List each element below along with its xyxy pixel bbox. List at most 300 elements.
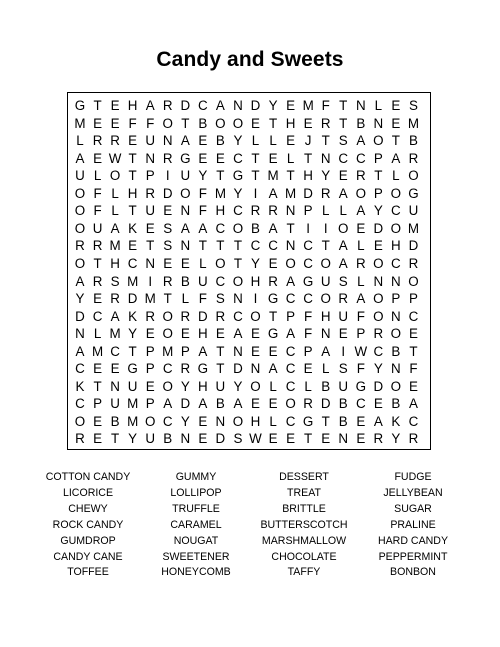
grid-letter[interactable]: O bbox=[408, 168, 419, 184]
grid-letter[interactable]: U bbox=[198, 273, 208, 289]
grid-letter[interactable]: E bbox=[93, 431, 103, 447]
grid-letter[interactable]: S bbox=[338, 273, 348, 289]
grid-letter[interactable]: E bbox=[93, 115, 103, 131]
grid-letter[interactable]: T bbox=[128, 168, 137, 184]
grid-letter[interactable]: G bbox=[180, 150, 191, 166]
grid-letter[interactable]: P bbox=[408, 291, 418, 307]
grid-letter[interactable]: L bbox=[93, 326, 102, 342]
grid-letter[interactable]: N bbox=[233, 98, 243, 113]
grid-letter[interactable]: E bbox=[408, 378, 418, 394]
grid-letter[interactable]: L bbox=[392, 168, 400, 184]
grid-letter[interactable]: Y bbox=[180, 378, 190, 394]
grid-letter[interactable]: K bbox=[391, 413, 401, 429]
grid-letter[interactable]: M bbox=[74, 115, 86, 131]
grid-letter[interactable]: T bbox=[233, 255, 243, 271]
grid-letter[interactable]: C bbox=[285, 378, 296, 394]
grid-letter[interactable]: O bbox=[390, 220, 402, 236]
grid-letter[interactable]: N bbox=[250, 361, 261, 377]
grid-letter[interactable]: G bbox=[267, 291, 279, 307]
grid-letter[interactable]: B bbox=[198, 115, 208, 131]
grid-letter[interactable]: L bbox=[93, 168, 102, 184]
grid-letter[interactable]: B bbox=[391, 396, 401, 412]
grid-letter[interactable]: N bbox=[162, 133, 173, 149]
grid-letter[interactable]: R bbox=[408, 150, 419, 166]
grid-letter[interactable]: B bbox=[215, 396, 225, 412]
grid-letter[interactable]: O bbox=[355, 185, 366, 201]
grid-letter[interactable]: N bbox=[355, 98, 366, 113]
grid-letter[interactable]: P bbox=[93, 396, 103, 412]
grid-letter[interactable]: G bbox=[408, 185, 419, 201]
grid-letter[interactable]: S bbox=[215, 291, 225, 307]
grid-letter[interactable]: L bbox=[269, 133, 277, 149]
grid-letter[interactable]: R bbox=[92, 273, 103, 289]
grid-letter[interactable]: O bbox=[338, 220, 349, 236]
grid-letter[interactable]: O bbox=[373, 255, 384, 271]
grid-letter[interactable]: M bbox=[302, 98, 314, 113]
grid-letter[interactable]: A bbox=[233, 396, 243, 412]
grid-letter[interactable]: N bbox=[180, 203, 191, 219]
grid-letter[interactable]: C bbox=[391, 203, 401, 219]
grid-letter[interactable]: M bbox=[109, 238, 121, 254]
grid-letter[interactable]: C bbox=[75, 396, 85, 412]
grid-letter[interactable]: O bbox=[285, 255, 296, 271]
grid-letter[interactable]: R bbox=[162, 150, 173, 166]
grid-letter[interactable]: A bbox=[356, 133, 366, 149]
grid-letter[interactable]: B bbox=[356, 115, 366, 131]
grid-letter[interactable]: J bbox=[304, 133, 312, 149]
grid-letter[interactable]: I bbox=[253, 291, 258, 307]
grid-letter[interactable]: A bbox=[75, 273, 85, 289]
grid-letter[interactable]: L bbox=[321, 203, 330, 219]
grid-letter[interactable]: O bbox=[74, 413, 86, 429]
grid-letter[interactable]: R bbox=[75, 238, 85, 254]
grid-letter[interactable]: G bbox=[355, 378, 366, 394]
grid-letter[interactable]: U bbox=[145, 431, 156, 447]
grid-letter[interactable]: G bbox=[302, 413, 314, 429]
grid-letter[interactable]: E bbox=[391, 115, 401, 131]
grid-letter[interactable]: T bbox=[163, 291, 172, 307]
grid-letter[interactable]: E bbox=[251, 343, 260, 359]
grid-letter[interactable]: R bbox=[180, 308, 191, 324]
grid-letter[interactable]: L bbox=[181, 291, 190, 307]
grid-letter[interactable]: S bbox=[163, 220, 173, 236]
grid-letter[interactable]: E bbox=[338, 168, 348, 184]
grid-letter[interactable]: U bbox=[127, 378, 138, 394]
grid-letter[interactable]: A bbox=[75, 343, 85, 359]
grid-letter[interactable]: C bbox=[408, 413, 419, 429]
grid-letter[interactable]: L bbox=[199, 255, 207, 271]
grid-letter[interactable]: C bbox=[215, 273, 226, 289]
grid-letter[interactable]: C bbox=[268, 238, 278, 254]
grid-letter[interactable]: M bbox=[144, 291, 156, 307]
grid-letter[interactable]: N bbox=[320, 150, 331, 166]
grid-letter[interactable]: F bbox=[304, 308, 313, 324]
grid-letter[interactable]: E bbox=[408, 326, 418, 342]
grid-letter[interactable]: F bbox=[93, 185, 102, 201]
grid-letter[interactable]: H bbox=[303, 168, 313, 184]
grid-letter[interactable]: C bbox=[92, 308, 103, 324]
grid-letter[interactable]: G bbox=[74, 98, 86, 113]
grid-letter[interactable]: L bbox=[111, 185, 119, 201]
grid-letter[interactable]: C bbox=[338, 150, 349, 166]
grid-letter[interactable]: L bbox=[374, 98, 383, 113]
grid-letter[interactable]: A bbox=[373, 413, 383, 429]
grid-letter[interactable]: Y bbox=[373, 203, 383, 219]
grid-letter[interactable]: R bbox=[180, 361, 191, 377]
grid-letter[interactable]: F bbox=[356, 308, 365, 324]
grid-letter[interactable]: N bbox=[145, 255, 156, 271]
grid-letter[interactable]: H bbox=[127, 98, 138, 113]
grid-letter[interactable]: O bbox=[162, 115, 173, 131]
grid-letter[interactable]: O bbox=[215, 115, 226, 131]
grid-letter[interactable]: L bbox=[269, 378, 277, 394]
grid-letter[interactable]: R bbox=[355, 255, 366, 271]
grid-letter[interactable]: E bbox=[215, 150, 225, 166]
grid-letter[interactable]: Y bbox=[233, 133, 243, 149]
grid-letter[interactable]: A bbox=[145, 98, 155, 113]
grid-letter[interactable]: N bbox=[180, 238, 191, 254]
grid-letter[interactable]: T bbox=[93, 98, 102, 113]
grid-letter[interactable]: M bbox=[214, 185, 226, 201]
grid-letter[interactable]: S bbox=[233, 431, 243, 447]
grid-letter[interactable]: T bbox=[198, 238, 207, 254]
grid-letter[interactable]: C bbox=[408, 308, 419, 324]
grid-letter[interactable]: A bbox=[110, 308, 120, 324]
grid-letter[interactable]: B bbox=[163, 431, 173, 447]
letter-grid[interactable] bbox=[67, 92, 431, 450]
grid-letter[interactable]: N bbox=[391, 361, 401, 377]
grid-letter[interactable]: A bbox=[338, 238, 348, 254]
grid-letter[interactable]: E bbox=[198, 150, 208, 166]
grid-letter[interactable]: G bbox=[302, 273, 314, 289]
grid-letter[interactable]: N bbox=[373, 115, 384, 131]
grid-letter[interactable]: N bbox=[285, 238, 296, 254]
grid-letter[interactable]: R bbox=[92, 133, 103, 149]
grid-letter[interactable]: D bbox=[215, 431, 226, 447]
grid-letter[interactable]: R bbox=[75, 431, 85, 447]
grid-letter[interactable]: F bbox=[198, 185, 207, 201]
grid-letter[interactable]: E bbox=[338, 326, 348, 342]
grid-letter[interactable]: L bbox=[286, 150, 295, 166]
grid-letter[interactable]: D bbox=[233, 361, 243, 377]
grid-letter[interactable]: K bbox=[128, 308, 138, 324]
grid-letter[interactable]: G bbox=[197, 361, 209, 377]
grid-letter[interactable]: K bbox=[75, 378, 85, 394]
grid-letter[interactable]: R bbox=[162, 98, 173, 113]
grid-letter[interactable]: H bbox=[250, 273, 261, 289]
grid-letter[interactable]: F bbox=[321, 98, 330, 113]
grid-letter[interactable]: A bbox=[198, 220, 208, 236]
grid-letter[interactable]: T bbox=[268, 115, 278, 131]
grid-letter[interactable]: C bbox=[285, 343, 296, 359]
grid-letter[interactable]: D bbox=[162, 185, 173, 201]
grid-letter[interactable]: M bbox=[162, 343, 174, 359]
grid-letter[interactable]: T bbox=[409, 343, 418, 359]
grid-letter[interactable]: O bbox=[250, 378, 261, 394]
grid-letter[interactable]: S bbox=[338, 361, 348, 377]
grid-letter[interactable]: U bbox=[92, 220, 103, 236]
grid-letter[interactable]: M bbox=[407, 220, 420, 236]
grid-letter[interactable]: R bbox=[268, 273, 278, 289]
grid-letter[interactable]: M bbox=[127, 273, 139, 289]
grid-letter[interactable]: O bbox=[390, 378, 402, 394]
grid-letter[interactable]: I bbox=[306, 220, 310, 236]
grid-letter[interactable]: N bbox=[320, 326, 331, 342]
grid-letter[interactable]: N bbox=[180, 431, 191, 447]
grid-letter[interactable]: O bbox=[74, 203, 86, 219]
grid-letter[interactable]: A bbox=[75, 150, 85, 166]
grid-letter[interactable]: R bbox=[373, 431, 384, 447]
grid-letter[interactable]: M bbox=[285, 185, 297, 201]
grid-letter[interactable]: T bbox=[111, 431, 120, 447]
grid-letter[interactable]: P bbox=[303, 203, 313, 219]
grid-letter[interactable]: R bbox=[110, 133, 120, 149]
grid-letter[interactable]: O bbox=[232, 115, 244, 131]
grid-letter[interactable]: I bbox=[165, 168, 170, 184]
grid-letter[interactable]: T bbox=[216, 168, 225, 184]
grid-letter[interactable]: R bbox=[320, 115, 331, 131]
grid-letter[interactable]: E bbox=[286, 431, 296, 447]
grid-letter[interactable]: O bbox=[215, 255, 226, 271]
grid-letter[interactable]: B bbox=[321, 378, 331, 394]
grid-letter[interactable]: U bbox=[320, 273, 331, 289]
grid-letter[interactable]: T bbox=[268, 308, 278, 324]
grid-letter[interactable]: W bbox=[249, 431, 262, 447]
grid-letter[interactable]: D bbox=[250, 98, 261, 113]
grid-letter[interactable]: E bbox=[110, 115, 120, 131]
grid-letter[interactable]: H bbox=[285, 115, 296, 131]
grid-letter[interactable]: C bbox=[355, 396, 366, 412]
grid-letter[interactable]: N bbox=[75, 326, 85, 342]
grid-letter[interactable]: F bbox=[409, 361, 418, 377]
grid-letter[interactable]: F bbox=[93, 203, 102, 219]
grid-letter[interactable]: S bbox=[110, 273, 120, 289]
grid-letter[interactable]: T bbox=[128, 203, 137, 219]
grid-letter[interactable]: E bbox=[268, 343, 278, 359]
grid-letter[interactable]: T bbox=[93, 255, 102, 271]
grid-letter[interactable]: O bbox=[232, 413, 244, 429]
grid-letter[interactable]: N bbox=[215, 413, 226, 429]
grid-letter[interactable]: E bbox=[251, 326, 260, 342]
grid-letter[interactable]: U bbox=[145, 133, 156, 149]
grid-letter[interactable]: E bbox=[321, 431, 331, 447]
grid-letter[interactable]: A bbox=[286, 273, 296, 289]
grid-letter[interactable]: E bbox=[93, 361, 103, 377]
grid-letter[interactable]: D bbox=[303, 185, 313, 201]
grid-letter[interactable]: Y bbox=[180, 413, 190, 429]
grid-letter[interactable]: E bbox=[286, 133, 296, 149]
grid-letter[interactable]: R bbox=[110, 291, 120, 307]
grid-letter[interactable]: T bbox=[251, 150, 260, 166]
grid-letter[interactable]: P bbox=[303, 343, 313, 359]
grid-letter[interactable]: H bbox=[198, 326, 208, 342]
grid-letter[interactable]: U bbox=[215, 378, 226, 394]
grid-letter[interactable]: R bbox=[250, 203, 261, 219]
grid-letter[interactable]: N bbox=[233, 291, 243, 307]
grid-letter[interactable]: T bbox=[146, 238, 155, 254]
grid-letter[interactable]: E bbox=[128, 133, 138, 149]
grid-letter[interactable]: C bbox=[127, 255, 138, 271]
grid-letter[interactable]: P bbox=[145, 361, 155, 377]
grid-letter[interactable]: D bbox=[198, 308, 208, 324]
grid-letter[interactable]: C bbox=[198, 98, 208, 113]
grid-letter[interactable]: E bbox=[215, 326, 225, 342]
grid-letter[interactable]: C bbox=[285, 361, 296, 377]
grid-letter[interactable]: O bbox=[250, 308, 261, 324]
grid-letter[interactable]: E bbox=[198, 413, 208, 429]
grid-letter[interactable]: O bbox=[320, 291, 331, 307]
grid-letter[interactable]: E bbox=[391, 98, 401, 113]
grid-letter[interactable]: D bbox=[127, 291, 138, 307]
grid-letter[interactable]: P bbox=[145, 343, 155, 359]
grid-letter[interactable]: L bbox=[321, 361, 330, 377]
grid-letter[interactable]: P bbox=[286, 308, 296, 324]
grid-letter[interactable]: U bbox=[338, 378, 349, 394]
grid-letter[interactable]: B bbox=[215, 133, 225, 149]
grid-letter[interactable]: H bbox=[110, 255, 120, 271]
grid-letter[interactable]: E bbox=[198, 133, 208, 149]
grid-letter[interactable]: H bbox=[391, 238, 401, 254]
grid-letter[interactable]: T bbox=[233, 238, 243, 254]
grid-letter[interactable]: A bbox=[356, 203, 366, 219]
grid-letter[interactable]: O bbox=[232, 220, 244, 236]
grid-letter[interactable]: A bbox=[286, 326, 296, 342]
grid-letter[interactable]: E bbox=[356, 413, 366, 429]
grid-letter[interactable]: N bbox=[233, 343, 243, 359]
grid-letter[interactable]: E bbox=[93, 413, 103, 429]
grid-letter[interactable]: N bbox=[373, 273, 384, 289]
grid-letter[interactable]: A bbox=[338, 185, 348, 201]
grid-letter[interactable]: E bbox=[145, 378, 155, 394]
grid-letter[interactable]: T bbox=[304, 431, 313, 447]
grid-letter[interactable]: E bbox=[128, 238, 138, 254]
grid-letter[interactable]: A bbox=[180, 220, 190, 236]
grid-letter[interactable]: Y bbox=[198, 168, 208, 184]
grid-letter[interactable]: Y bbox=[128, 326, 138, 342]
grid-letter[interactable]: F bbox=[198, 203, 207, 219]
grid-letter[interactable]: D bbox=[180, 396, 191, 412]
grid-letter[interactable]: Y bbox=[321, 168, 331, 184]
grid-letter[interactable]: C bbox=[373, 343, 384, 359]
grid-letter[interactable]: E bbox=[268, 150, 278, 166]
grid-letter[interactable]: B bbox=[110, 413, 120, 429]
grid-letter[interactable]: D bbox=[75, 308, 85, 324]
grid-letter[interactable]: R bbox=[373, 326, 384, 342]
grid-letter[interactable]: E bbox=[268, 396, 278, 412]
grid-letter[interactable]: F bbox=[128, 115, 137, 131]
grid-letter[interactable]: S bbox=[408, 98, 418, 113]
grid-letter[interactable]: N bbox=[338, 431, 349, 447]
grid-letter[interactable]: O bbox=[373, 291, 384, 307]
grid-letter[interactable]: M bbox=[127, 396, 139, 412]
grid-letter[interactable]: T bbox=[339, 115, 348, 131]
grid-letter[interactable]: R bbox=[355, 168, 366, 184]
grid-letter[interactable]: D bbox=[373, 378, 384, 394]
grid-letter[interactable]: N bbox=[391, 273, 401, 289]
grid-letter[interactable]: O bbox=[74, 255, 86, 271]
grid-letter[interactable]: A bbox=[321, 343, 331, 359]
grid-letter[interactable]: N bbox=[145, 150, 156, 166]
grid-letter[interactable]: K bbox=[128, 220, 138, 236]
grid-letter[interactable]: E bbox=[163, 255, 173, 271]
grid-letter[interactable]: C bbox=[303, 291, 313, 307]
grid-letter[interactable]: C bbox=[303, 255, 313, 271]
grid-letter[interactable]: R bbox=[145, 308, 156, 324]
grid-letter[interactable]: T bbox=[321, 133, 330, 149]
grid-letter[interactable]: T bbox=[321, 413, 330, 429]
grid-letter[interactable]: U bbox=[408, 203, 419, 219]
grid-letter[interactable]: T bbox=[216, 238, 225, 254]
grid-letter[interactable]: L bbox=[304, 378, 312, 394]
grid-letter[interactable]: N bbox=[391, 308, 401, 324]
grid-letter[interactable]: A bbox=[268, 220, 278, 236]
grid-letter[interactable]: O bbox=[74, 185, 86, 201]
grid-letter[interactable]: Y bbox=[233, 378, 243, 394]
grid-letter[interactable]: E bbox=[110, 98, 120, 113]
grid-letter[interactable]: B bbox=[338, 413, 348, 429]
grid-letter[interactable]: L bbox=[357, 273, 365, 289]
grid-letter[interactable]: B bbox=[391, 343, 401, 359]
grid-letter[interactable]: A bbox=[163, 396, 173, 412]
grid-letter[interactable]: A bbox=[391, 150, 401, 166]
grid-letter[interactable]: R bbox=[162, 273, 173, 289]
grid-letter[interactable]: E bbox=[373, 238, 383, 254]
grid-letter[interactable]: L bbox=[76, 133, 84, 149]
grid-letter[interactable]: E bbox=[180, 255, 190, 271]
grid-letter[interactable]: M bbox=[109, 326, 121, 342]
grid-letter[interactable]: A bbox=[408, 396, 418, 412]
grid-letter[interactable]: A bbox=[268, 185, 278, 201]
grid-letter[interactable]: N bbox=[110, 378, 120, 394]
grid-letter[interactable]: C bbox=[75, 361, 85, 377]
grid-letter[interactable]: T bbox=[216, 361, 225, 377]
grid-letter[interactable]: T bbox=[286, 168, 295, 184]
grid-letter[interactable]: L bbox=[269, 413, 277, 429]
grid-letter[interactable]: P bbox=[373, 185, 383, 201]
grid-letter[interactable]: G bbox=[232, 168, 244, 184]
grid-letter[interactable]: C bbox=[285, 291, 296, 307]
grid-letter[interactable]: H bbox=[198, 378, 208, 394]
grid-letter[interactable]: H bbox=[320, 308, 331, 324]
grid-letter[interactable]: U bbox=[75, 168, 85, 184]
grid-letter[interactable]: I bbox=[253, 185, 258, 201]
grid-letter[interactable]: R bbox=[408, 255, 419, 271]
grid-letter[interactable]: A bbox=[198, 343, 208, 359]
grid-letter[interactable]: E bbox=[145, 326, 155, 342]
grid-letter[interactable]: U bbox=[180, 168, 191, 184]
grid-letter[interactable]: D bbox=[320, 396, 331, 412]
grid-letter[interactable]: E bbox=[286, 98, 296, 113]
grid-letter[interactable]: F bbox=[304, 326, 313, 342]
grid-letter[interactable]: Y bbox=[128, 431, 138, 447]
grid-letter[interactable]: D bbox=[408, 238, 419, 254]
grid-letter[interactable]: P bbox=[356, 326, 366, 342]
grid-letter[interactable]: O bbox=[285, 396, 296, 412]
grid-letter[interactable]: L bbox=[251, 133, 260, 149]
grid-letter[interactable]: P bbox=[373, 150, 383, 166]
grid-letter[interactable]: W bbox=[108, 150, 122, 166]
grid-letter[interactable]: A bbox=[356, 291, 366, 307]
grid-letter[interactable]: S bbox=[338, 133, 348, 149]
grid-letter[interactable]: O bbox=[74, 220, 86, 236]
grid-letter[interactable]: E bbox=[93, 150, 103, 166]
grid-letter[interactable]: U bbox=[110, 396, 120, 412]
grid-letter[interactable]: T bbox=[128, 343, 137, 359]
grid-letter[interactable]: M bbox=[407, 115, 420, 131]
grid-letter[interactable]: E bbox=[180, 326, 190, 342]
grid-letter[interactable]: E bbox=[268, 431, 278, 447]
grid-letter[interactable]: G bbox=[127, 361, 138, 377]
